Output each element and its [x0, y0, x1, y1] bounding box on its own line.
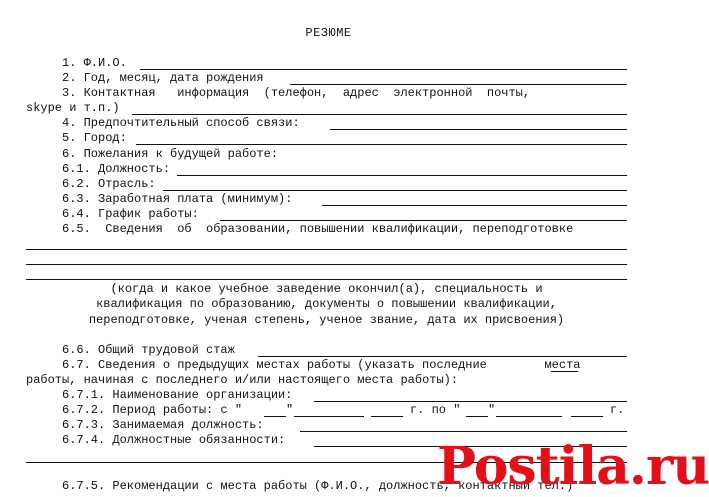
field-contact-label: 3. Контактная информация (телефон, адрес электронной почты,: [62, 86, 531, 100]
field-city-label: 5. Город:: [62, 131, 127, 145]
field-org-label: 6.7.1. Наименование организации:: [62, 388, 293, 402]
field-experience-input[interactable]: [258, 356, 627, 357]
field-birth-input[interactable]: [290, 84, 627, 85]
field-position-label: 6.1. Должность:: [62, 162, 171, 176]
field-comm-method-input[interactable]: [330, 129, 627, 130]
period-to-month-input[interactable]: [496, 416, 562, 417]
period-from-month-input[interactable]: [294, 416, 364, 417]
education-note-line-3: переподготовке, ученая степень, ученое звание, дата их присвоения): [88, 313, 565, 327]
field-salary-label: 6.3. Заработная плата (минимум):: [62, 192, 293, 206]
field-city-input[interactable]: [136, 144, 627, 145]
period-to-day-input[interactable]: [466, 416, 488, 417]
education-note-line-1: (когда и какое учебное заведение окончил(а), специальность и: [110, 282, 543, 296]
field-job-position-label: 6.7.3. Занимаемая должность:: [62, 418, 264, 432]
field-position-input[interactable]: [177, 175, 627, 176]
period-from-year-input[interactable]: [371, 416, 403, 417]
field-education-input-3[interactable]: [26, 279, 627, 280]
period-to-year-input[interactable]: [571, 416, 603, 417]
field-comm-method-label: 4. Предпочтительный способ связи:: [62, 116, 300, 130]
period-from-day-input[interactable]: [264, 416, 286, 417]
field-contact-input[interactable]: [132, 114, 627, 115]
field-period-label: 6.7.2. Период работы: с ": [62, 403, 243, 417]
field-jobs-label: 6.7. Сведения о предыдущих местах работы (указать последние места: [62, 358, 581, 372]
field-education-input-2[interactable]: [26, 264, 627, 265]
field-jobs-label-cont: работы, начиная с последнего и/или настоящего места работы):: [26, 373, 459, 387]
period-year-suffix: г.: [610, 403, 625, 417]
postila-watermark: Postila.ru: [437, 436, 709, 497]
period-to-label: г. по ": [410, 403, 461, 417]
period-quote-2: ": [488, 403, 496, 417]
field-salary-input[interactable]: [322, 205, 627, 206]
field-fio-input[interactable]: [140, 69, 627, 70]
field-birth-label: 2. Год, месяц, дата рождения: [62, 71, 264, 85]
field-industry-label: 6.2. Отрасль:: [62, 177, 156, 191]
field-schedule-input[interactable]: [220, 220, 627, 221]
field-education-input-1[interactable]: [26, 249, 627, 250]
period-quote: ": [286, 403, 294, 417]
field-schedule-label: 6.4. График работы:: [62, 207, 199, 221]
field-references-label: 6.7.5. Рекомендации с места работы (Ф.И.О., должность, контактный тел.): [62, 479, 574, 493]
field-industry-input[interactable]: [163, 190, 627, 191]
field-jobs-count-input[interactable]: [551, 371, 578, 372]
field-job-position-input[interactable]: [300, 431, 627, 432]
education-note-line-2: квалификация по образованию, документы о повышении квалификации,: [96, 297, 557, 311]
field-duties-label: 6.7.4. Должностные обязанности:: [62, 433, 286, 447]
field-org-input[interactable]: [314, 401, 627, 402]
field-fio-label: 1. Ф.И.О.: [62, 56, 127, 70]
field-experience-label: 6.6. Общий трудовой стаж: [62, 343, 235, 357]
field-contact-label-cont: skype и т.п.): [26, 101, 120, 115]
page-title: РЕЗЮМЕ: [305, 26, 352, 40]
field-education-label: 6.5. Сведения об образовании, повышении квалификации, переподготовке: [62, 222, 574, 236]
field-wishes-label: 6. Пожелания к будущей работе:: [62, 147, 279, 161]
